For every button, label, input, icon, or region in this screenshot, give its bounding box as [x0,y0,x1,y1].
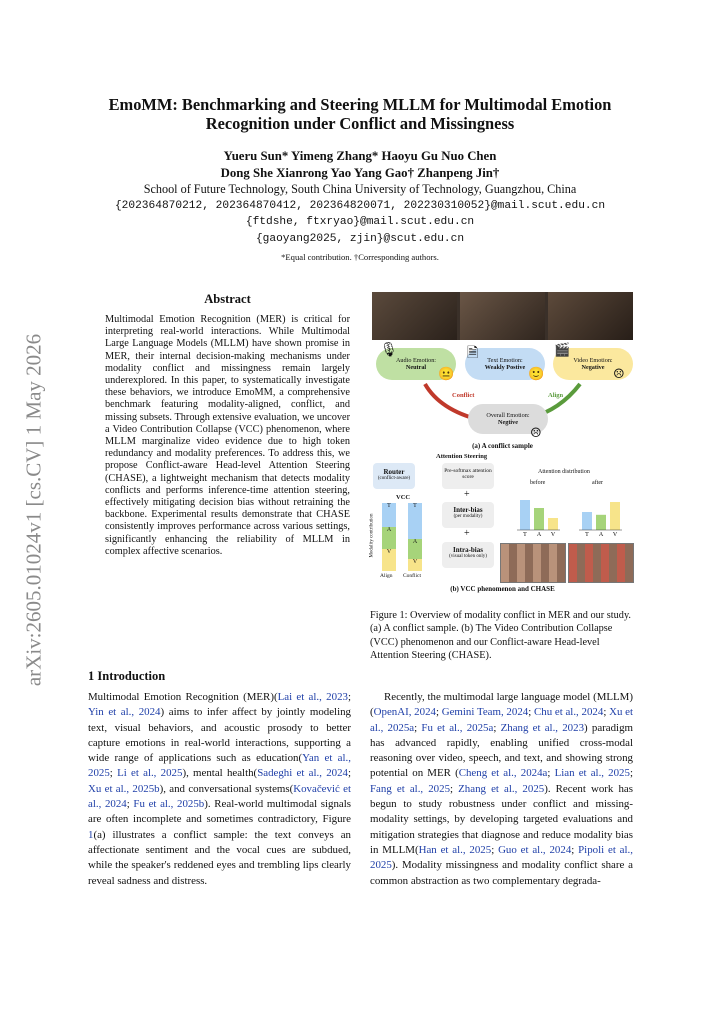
citation-link[interactable]: Sadeghi et al., 2024 [257,767,348,780]
before-label: before [530,480,546,486]
body-text: ; [450,782,459,795]
body-text: ), and conversational systems( [159,782,294,795]
email-line-3: {gaoyang2025, zjin}@scut.edu.cn [255,233,465,245]
video-camera-icon: 🎬 [554,342,571,357]
citation-link[interactable]: Fang et al., 2025 [370,782,451,795]
attention-bar-A [596,515,606,530]
inter-bias-sub: (per modality) [453,514,483,519]
stack-segment-audio: A [382,527,396,549]
align-column-label: Align [380,573,393,579]
section-heading: 1 Introduction [88,669,166,683]
body-text: (a) illustrates a conflict sample: the text conveys an affectionate sentiment and the vocal cues are subdued, while the speaker's reddened eyes and trembling lips clearly reveal sadness and distress. [88,828,351,887]
heatmap-before [500,543,566,583]
video-frames [372,292,633,340]
citation-link[interactable]: Han et al., 2025 [418,843,492,856]
body-text: ; [493,721,501,734]
pre-softmax-box [442,463,494,489]
intra-bias-box [442,542,494,568]
body-text: ; [435,706,442,719]
attention-bar-T [520,500,530,530]
subfigure-b-label: (b) VCC phenomenon and CHASE [450,585,555,593]
abstract-heading: Abstract [204,292,251,306]
body-text: ; [491,843,499,856]
body-text: ; [571,843,579,856]
intro-right-column [370,690,633,889]
conflict-stack [408,503,422,571]
body-text: ; [347,767,352,780]
stack-segment-text: T [382,503,396,527]
audio-value: Neutral [405,364,427,371]
body-text: ; [109,767,118,780]
authors-line-1: Yueru Sun* Yimeng Zhang* Haoyu Gu Nuo Chen [223,149,497,163]
body-text: Multimodal Emotion Recognition (MER)( [88,691,278,703]
attention-tick-label: T [523,532,527,536]
pre-softmax-label: Pre-softmax attention score [444,468,492,480]
router-box [373,463,415,489]
attention-steering-label: Attention Steering [436,453,488,460]
figure-caption: Figure 1: Overview of modality conflict in MER and our study. (a) A conflict sample. (b) The Video Contribution Collapse (VCC) phenomenon and our Conflict-aware Head-level Attention Steering (CHASE). [370,610,632,662]
video-label: Video Emotion: [573,357,613,364]
email-line-2: {ftdshe, ftxryao}@mail.scut.edu.cn [245,216,475,228]
citation-link[interactable]: 1 [88,828,94,841]
body-text: ; [414,721,422,734]
citation-link[interactable]: Fu et al., 2025b [133,798,205,811]
router-label: Router [383,468,405,476]
stack-segment-video: V [408,559,422,571]
body-text: ; [528,706,534,719]
arxiv-stamp: arXiv:2605.01024v1 [cs.CV] 1 May 2026 [21,333,46,687]
modality-contribution-label: Modality contribution [369,513,375,558]
video-frame [460,292,545,340]
email-line-1: {202364870212, 202364870412, 202364820071, 202230310052}@mail.scut.edu.cn [114,200,606,212]
citation-link[interactable]: Gemini Team, 2024 [441,706,529,719]
attention-bars [510,488,635,536]
stack-segment-text: T [408,503,422,539]
body-text: Recently, the multimodal large language model (MLLM) ( [370,691,633,719]
citation-link[interactable]: Yin et al., 2024 [88,706,161,719]
body-text: ; [126,798,134,811]
citation-link[interactable]: Zhang et al., 2023 [500,721,585,734]
attention-bar-V [610,502,620,530]
attention-tick-label: V [612,532,618,536]
overall-label: Overall Emotion: [486,412,530,419]
text-label: Text Emotion: [487,357,523,364]
body-text: ). Modality missingness and modality conflict share a common abstraction as two complementary degrada- [370,859,633,887]
attention-tick-label: V [550,532,556,536]
attention-bar-V [548,518,558,530]
citation-link[interactable]: OpenAI, 2024 [373,706,436,719]
attention-bar-T [582,512,592,530]
intra-bias-sub: (visual token only) [449,554,487,559]
subfigure-a-label: (a) A conflict sample [472,442,533,450]
attention-distribution-label: Attention distribution [538,469,590,475]
heatmap-after [568,543,634,583]
citation-link[interactable]: Lian et al., 2025 [554,767,630,780]
citation-link[interactable]: Xu et al., 2025a [370,706,633,734]
citation-link[interactable]: Cheng et al., 2024a [458,767,548,780]
body-text: ), mental health( [182,767,258,780]
intro-left-column [88,690,351,889]
paper-title: EmoMM: Benchmarking and Steering MLLM for Multimodal Emotion Recognition under Conflict and Missingness [108,95,612,133]
citation-link[interactable]: Fu et al., 2025a [421,721,494,734]
citation-link[interactable]: Xu et al., 2025b [88,782,160,795]
citation-link[interactable]: Lai et al., 2023 [277,691,348,703]
citation-link[interactable]: Li et al., 2025 [117,767,183,780]
attention-bar-A [534,508,544,530]
sad-face-icon: ☹ [613,366,625,381]
neutral-face-icon: 😐 [438,366,455,381]
video-frame [548,292,633,340]
align-stack [382,503,396,571]
conflict-label: Conflict [452,392,475,399]
after-label: after [592,480,603,486]
align-label: Align [548,392,564,399]
body-text: ). Recent work has begun to study robustness under conflict and missing-modality settings, by developing targeted evaluations and mitigation strategies that diagnose and reduce modality bias in MLLM( [370,782,633,856]
body-text: ; [547,767,555,780]
author-footnote: *Equal contribution. †Corresponding authors. [281,252,439,262]
attention-tick-label: A [598,532,604,536]
body-text: ; [347,691,351,703]
affiliation: School of Future Technology, South China University of Technology, Guangzhou, China [143,182,577,196]
citation-link[interactable]: Pipoli et al., 2025 [370,843,633,872]
inter-bias-label: Inter-bias [453,506,483,514]
citation-link[interactable]: Guo et al., 2024 [498,843,572,856]
conflict-column-label: Conflict [403,573,422,579]
sad-face-icon: ☹ [530,425,542,440]
attention-tick-label: T [585,532,589,536]
citation-link[interactable]: Yan et al., 2025 [88,752,351,780]
figure-1 [370,290,635,600]
body-text: ). Real-world multimodal signals are often incomplete and sometimes contradictory, Figure [88,798,352,826]
microphone-icon: 🎙 [380,343,398,358]
body-text: ; [603,706,610,719]
body-text: ) paradigm has advanced rapidly, enabling unified cross-modal reasoning over video, speech, and text, and showing strong potential on MER ( [370,721,634,780]
citation-link[interactable]: Zhang et al., 2025 [458,782,545,795]
smile-face-icon: 🙂 [528,366,545,381]
stack-segment-audio: A [408,539,422,559]
attention-tick-label: A [536,532,542,536]
body-text: ) aims to infer affect by jointly modeling text, visual behaviors, and acoustic prosody to better capture emotions in real-world interactions, supporting a wide range of applications such as education( [88,706,351,765]
text-value: Weakly Postive [484,364,526,371]
plus-sign: + [464,489,470,500]
intra-bias-label: Intra-bias [453,546,483,554]
document-icon: 🗎 [467,346,479,361]
authors-line-2: Dong She Xianrong Yao Yang Gao† Zhanpeng Jin† [220,166,500,180]
citation-link[interactable]: Chu et al., 2024 [533,706,604,719]
body-text: ; [629,767,633,780]
inter-bias-box [442,502,494,528]
video-value: Negative [581,364,605,371]
stack-segment-video: V [382,549,396,571]
video-frame [372,292,457,340]
citation-link[interactable]: Kovačević et al., 2024 [88,782,351,811]
abstract-body: Multimodal Emotion Recognition (MER) is critical for interpreting real-world interactions. While Multimodal Large Language Models (MLLM) have shown promise in MER, their internal decision-making mechanisms under modality conflict and missingness remain largely underexplored. In this paper, to systematically investigate these behaviors, we introduce EmoMM, a comprehensive benchmark featuring modality-aligned, conflict, and missing subsets. Through extensive evaluation, we uncover a Video Contribution Collapse (VCC) phenomenon, where MLLM marginalize video evidence due to high token redundancy and modality preferences. To address this, we propose Conflict-aware Head-level Attention Steering (CHASE), a lightweight mechanism that detects modality conflicts and performs inference-time attention steering, effectively mitigating decision bias without retraining the backbone. Experimental results demonstrate that CHASE consistently improves performance across various settings, significantly enhancing the reliability of MLLM in complex affective scenarios. [105,314,350,557]
plus-sign: + [464,528,470,539]
overall-value: Negtive [498,419,518,426]
vcc-label: VCC [396,494,411,501]
router-sub: (conflict-aware) [377,476,411,481]
audio-label: Audio Emotion: [395,357,437,364]
